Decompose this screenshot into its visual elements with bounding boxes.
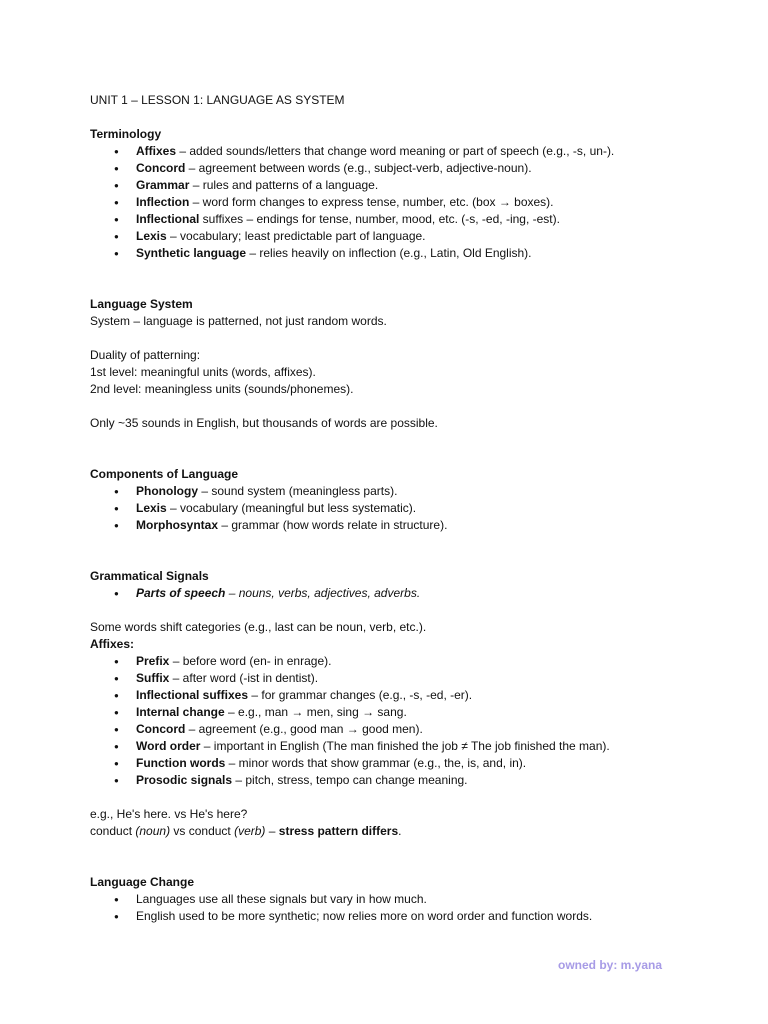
term: Inflectional suffixes: [136, 688, 249, 702]
term: Affixes: [136, 144, 177, 158]
grammatical-signals-heading: Grammatical Signals: [90, 569, 209, 583]
list-item: [90, 517, 730, 534]
definition: – e.g., man → men, sing → sang.: [224, 705, 407, 719]
list-item: [90, 211, 730, 228]
list-item: [90, 772, 730, 789]
definition: – sound system (meaningless parts).: [198, 484, 398, 498]
definition: – added sounds/letters that change word meaning or part of speech (e.g., -s, un-).: [176, 144, 615, 158]
list-item: [90, 738, 730, 755]
definition: – for grammar changes (e.g., -s, -ed, -er).: [248, 688, 473, 702]
definition: – after word (-ist in dentist).: [169, 671, 319, 685]
term: Morphosyntax: [136, 518, 219, 532]
list-item: [90, 177, 730, 194]
term: Grammar: [136, 178, 190, 192]
list-item: [90, 670, 730, 687]
terminology-list: [90, 143, 730, 262]
list-item: [90, 704, 730, 721]
duality-title: Duality of patterning:: [90, 348, 201, 362]
term: Inflectional: [136, 212, 200, 226]
definition: – vocabulary (meaningful but less systematic).: [166, 501, 417, 515]
term: Phonology: [136, 484, 198, 498]
document-body: [90, 92, 730, 925]
list-item: [90, 687, 730, 704]
term: Suffix: [136, 671, 170, 685]
list-item: [90, 228, 730, 245]
language-system-heading: Language System: [90, 297, 193, 311]
list-item: [90, 483, 730, 500]
list-item: [90, 653, 730, 670]
language-change-list: [90, 891, 730, 925]
definition: – pitch, stress, tempo can change meaning.: [232, 773, 468, 787]
system-line: System – language is patterned, not just random words.: [90, 314, 387, 328]
example-text: vs conduct: [170, 824, 235, 838]
term: Internal change: [136, 705, 225, 719]
parts-of-speech-list: [90, 585, 730, 602]
example-text: conduct: [90, 824, 136, 838]
example-line-2: [90, 823, 730, 840]
list-item: [90, 755, 730, 772]
list-item: [90, 585, 730, 602]
components-list: [90, 483, 730, 534]
term: Function words: [136, 756, 226, 770]
list-item: ● Languages use all these signals but vary in how much.: [90, 891, 730, 908]
term: Inflection: [136, 195, 190, 209]
list-item: ● English used to be more synthetic; now relies more on word order and function words.: [90, 908, 730, 925]
example-text: .: [398, 824, 402, 838]
definition: – agreement between words (e.g., subject-verb, adjective-noun).: [185, 161, 532, 175]
definition: – word form changes to express tense, number, etc. (box → boxes).: [189, 195, 554, 209]
example-line-1: e.g., He's here. vs He's here?: [90, 807, 248, 821]
affixes-heading: Affixes:: [90, 637, 135, 651]
components-heading: Components of Language: [90, 467, 238, 481]
term: Parts of speech: [136, 586, 226, 600]
list-item: [90, 194, 730, 211]
term: Concord: [136, 161, 186, 175]
term: Prefix: [136, 654, 170, 668]
document-title: UNIT 1 – LESSON 1: LANGUAGE AS SYSTEM: [90, 93, 345, 107]
term: Lexis: [136, 501, 167, 515]
list-item: [90, 500, 730, 517]
term: Synthetic language: [136, 246, 247, 260]
definition: – agreement (e.g., good man → good men).: [185, 722, 423, 736]
example-noun: (noun): [135, 824, 171, 838]
definition: – before word (en- in enrage).: [169, 654, 332, 668]
example-verb: (verb): [234, 824, 266, 838]
example-emphasis: stress pattern differs: [278, 824, 399, 838]
term: Word order: [136, 739, 201, 753]
definition: – grammar (how words relate in structure).: [218, 518, 448, 532]
definition: – minor words that show grammar (e.g., the, is, and, in).: [225, 756, 527, 770]
affixes-list: [90, 653, 730, 789]
definition: – important in English (The man finished the job ≠ The job finished the man).: [200, 739, 610, 753]
list-item: [90, 245, 730, 262]
definition: – rules and patterns of a language.: [189, 178, 379, 192]
shift-note: Some words shift categories (e.g., last can be noun, verb, etc.).: [90, 620, 427, 634]
watermark: owned by: m.yana: [558, 958, 663, 972]
list-item: [90, 721, 730, 738]
definition: suffixes – endings for tense, number, mood, etc. (-s, -ed, -ing, -est).: [199, 212, 560, 226]
definition: – nouns, verbs, adjectives, adverbs.: [225, 586, 421, 600]
level-one-line: 1st level: meaningful units (words, affixes).: [90, 365, 316, 379]
term: Lexis: [136, 229, 167, 243]
sounds-note: Only ~35 sounds in English, but thousands of words are possible.: [90, 416, 438, 430]
definition: – vocabulary; least predictable part of language.: [166, 229, 426, 243]
terminology-heading: Terminology: [90, 127, 162, 141]
term: Concord: [136, 722, 186, 736]
term: Prosodic signals: [136, 773, 233, 787]
list-item: [90, 143, 730, 160]
example-text: –: [265, 824, 279, 838]
level-two-line: 2nd level: meaningless units (sounds/phonemes).: [90, 382, 354, 396]
language-change-heading: Language Change: [90, 875, 195, 889]
list-item: [90, 160, 730, 177]
definition: – relies heavily on inflection (e.g., Latin, Old English).: [246, 246, 532, 260]
